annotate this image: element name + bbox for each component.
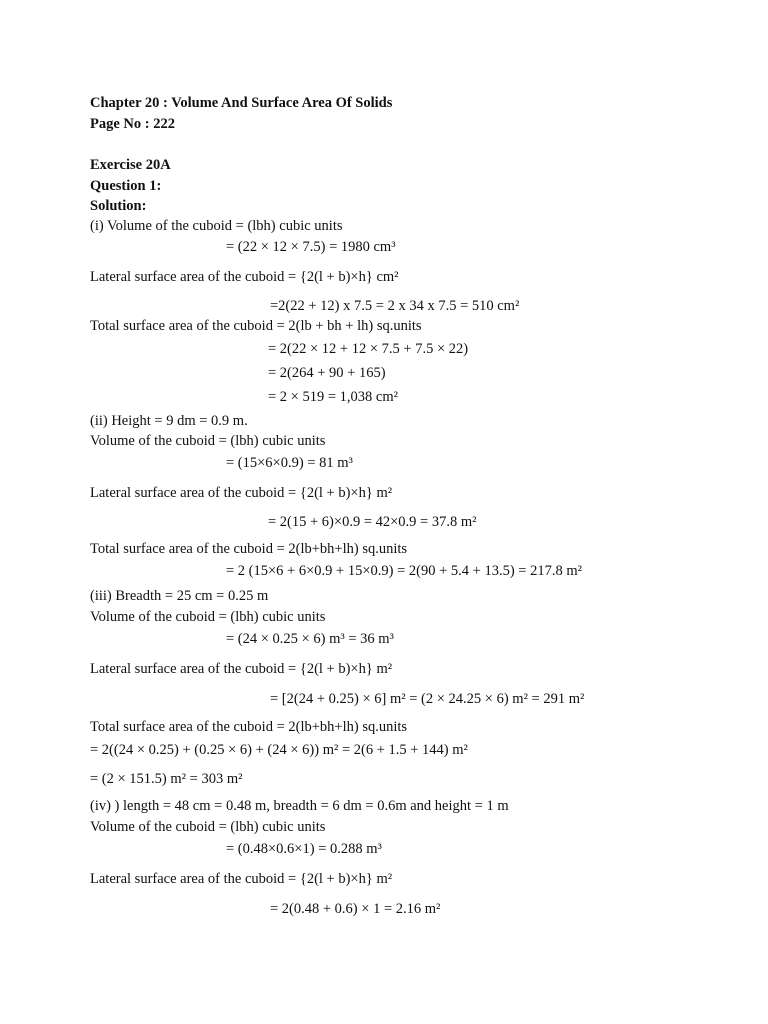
- text-line: Total surface area of the cuboid = 2(lb + bh + lh) sq.units: [90, 318, 422, 334]
- equation-line: = [2(24 + 0.25) × 6] m² = (2 × 24.25 × 6) m² = 291 m²: [270, 691, 585, 707]
- text-line: (i) Volume of the cuboid = (lbh) cubic units: [90, 218, 343, 234]
- text-line: Volume of the cuboid = (lbh) cubic units: [90, 609, 326, 625]
- text-line: Total surface area of the cuboid = 2(lb+bh+lh) sq.units: [90, 719, 408, 735]
- equation-line: = (24 × 0.25 × 6) m³ = 36 m³: [226, 631, 394, 647]
- equation-line: = 2 × 519 = 1,038 cm²: [268, 389, 398, 405]
- equation-line: = 2(15 + 6)×0.9 = 42×0.9 = 37.8 m²: [268, 514, 477, 530]
- equation-line: = 2(22 × 12 + 12 × 7.5 + 7.5 × 22): [268, 341, 469, 357]
- equation-line: = (0.48×0.6×1) = 0.288 m³: [226, 841, 382, 857]
- text-line: Lateral surface area of the cuboid = {2(l + b)×h} m²: [90, 871, 393, 887]
- page-number: Page No : 222: [90, 116, 175, 132]
- equation-line: = 2((24 × 0.25) + (0.25 × 6) + (24 × 6)) m² = 2(6 + 1.5 + 144) m²: [90, 742, 468, 758]
- equation-line: = (2 × 151.5) m² = 303 m²: [90, 771, 243, 787]
- equation-line: = 2 (15×6 + 6×0.9 + 15×0.9) = 2(90 + 5.4 + 13.5) = 217.8 m²: [226, 563, 582, 579]
- equation-line: = (22 × 12 × 7.5) = 1980 cm³: [226, 239, 396, 255]
- text-line: (iv) ) length = 48 cm = 0.48 m, breadth = 6 dm = 0.6m and height = 1 m: [90, 798, 509, 814]
- exercise-title: Exercise 20A: [90, 157, 171, 173]
- text-line: Lateral surface area of the cuboid = {2(l + b)×h} cm²: [90, 269, 399, 285]
- equation-line: = (15×6×0.9) = 81 m³: [226, 455, 353, 471]
- text-line: Volume of the cuboid = (lbh) cubic units: [90, 433, 326, 449]
- solution-label: Solution:: [90, 198, 147, 214]
- text-line: Lateral surface area of the cuboid = {2(l + b)×h} m²: [90, 485, 393, 501]
- text-line: Total surface area of the cuboid = 2(lb+bh+lh) sq.units: [90, 541, 408, 557]
- text-line: Volume of the cuboid = (lbh) cubic units: [90, 819, 326, 835]
- chapter-title: Chapter 20 : Volume And Surface Area Of Solids: [90, 95, 393, 111]
- text-line: (iii) Breadth = 25 cm = 0.25 m: [90, 588, 269, 604]
- equation-line: =2(22 + 12) x 7.5 = 2 x 34 x 7.5 = 510 cm²: [270, 298, 520, 314]
- equation-line: = 2(264 + 90 + 165): [268, 365, 386, 381]
- equation-line: = 2(0.48 + 0.6) × 1 = 2.16 m²: [270, 901, 441, 917]
- text-line: (ii) Height = 9 dm = 0.9 m.: [90, 413, 248, 429]
- text-line: Lateral surface area of the cuboid = {2(l + b)×h} m²: [90, 661, 393, 677]
- question-label: Question 1:: [90, 178, 162, 194]
